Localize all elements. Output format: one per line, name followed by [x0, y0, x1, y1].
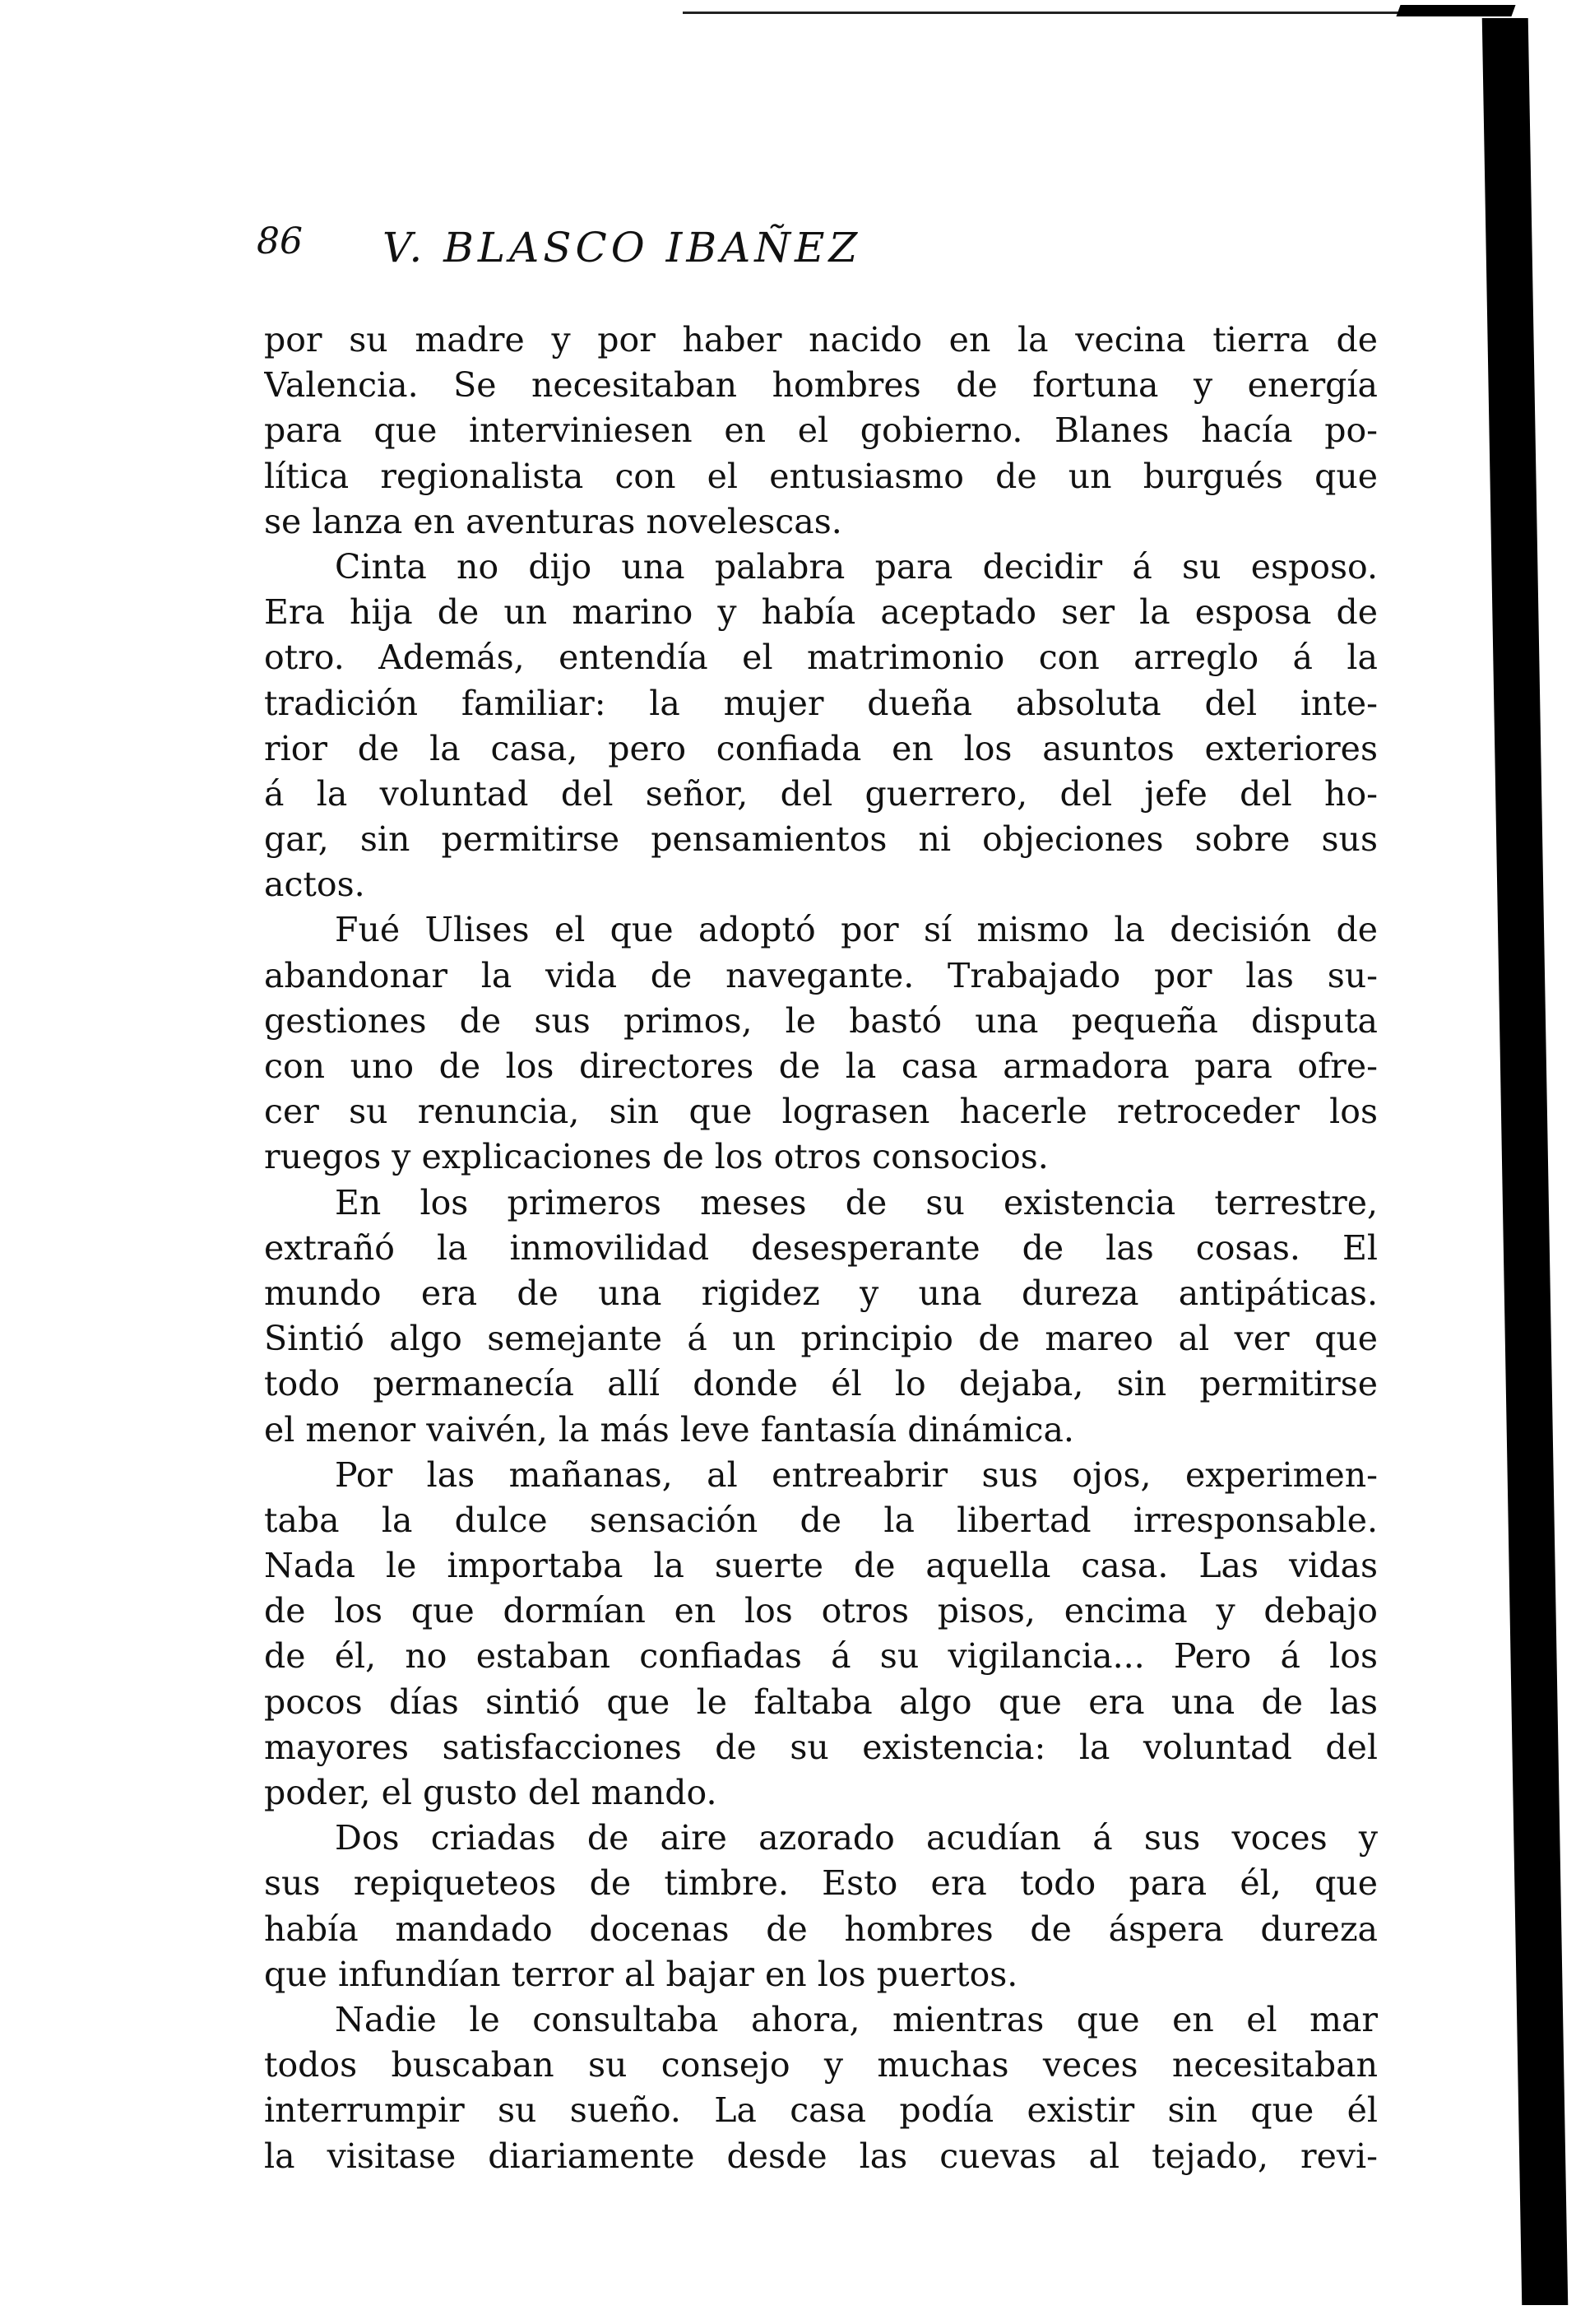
text-line: abandonar la vida de navegante. Trabajado por las su-: [264, 955, 1378, 995]
text-line: gar, sin permitirse pensamientos ni objeciones sobre sus: [264, 819, 1378, 860]
text-line: taba la dulce sensación de la libertad irresponsable.: [264, 1500, 1378, 1540]
scan-edge-line: [683, 12, 1464, 14]
text-line: todos buscaban su consejo y muchas veces necesitaban: [264, 2045, 1378, 2085]
text-line: extrañó la inmovilidad desesperante de las cosas. El: [264, 1227, 1378, 1268]
text-line: Era hija de un marino y había aceptado ser la esposa de: [264, 592, 1378, 633]
text-line: de los que dormían en los otros pisos, encima y debajo: [264, 1591, 1378, 1631]
text-line: mayores satisfacciones de su existencia: la voluntad del: [264, 1727, 1378, 1767]
body-text: [264, 318, 1378, 2179]
text-line: tradición familiar: la mujer dueña absoluta del inte-: [264, 683, 1378, 723]
text-line: Por las mañanas, al entreabrir sus ojos, experimen-: [335, 1454, 1378, 1495]
running-title: V. BLASCO IBAÑEZ: [382, 224, 862, 271]
text-line: había mandado docenas de hombres de áspera dureza: [264, 1909, 1378, 1949]
text-line: á la voluntad del señor, del guerrero, del jefe del ho-: [264, 773, 1378, 814]
text-line: el menor vaivén, la más leve fantasía dinámica.: [264, 1409, 1074, 1450]
text-line: con uno de los directores de la casa armadora para ofre-: [264, 1046, 1378, 1086]
text-line: lítica regionalista con el entusiasmo de un burgués que: [264, 456, 1378, 496]
text-line: por su madre y por haber nacido en la vecina tierra de: [264, 320, 1378, 360]
text-line: Nadie le consultaba ahora, mientras que en el mar: [335, 1999, 1378, 2039]
text-line: Sintió algo semejante á un principio de mareo al ver que: [264, 1319, 1378, 1359]
text-line: Nada le importaba la suerte de aquella casa. Las vidas: [264, 1546, 1378, 1586]
page-number: 86: [257, 220, 303, 262]
text-line: Fué Ulises el que adoptó por sí mismo la decisión de: [335, 910, 1378, 950]
text-line: En los primeros meses de su existencia terrestre,: [335, 1182, 1378, 1222]
text-line: actos.: [264, 865, 365, 905]
text-line: que infundían terror al bajar en los puertos.: [264, 1954, 1018, 1994]
text-line: mundo era de una rigidez y una dureza antipáticas.: [264, 1273, 1378, 1313]
text-line: de él, no estaban confiadas á su vigilancia... Pero á los: [264, 1636, 1378, 1677]
text-line: rior de la casa, pero confiada en los asuntos exteriores: [264, 728, 1378, 768]
text-line: pocos días sintió que le faltaba algo que era una de las: [264, 1682, 1378, 1722]
text-line: se lanza en aventuras novelescas.: [264, 501, 842, 541]
text-line: interrumpir su sueño. La casa podía existir sin que él: [264, 2090, 1378, 2131]
text-line: sus repiqueteos de timbre. Esto era todo para él, que: [264, 1863, 1378, 1904]
text-line: para que interviniesen en el gobierno. Blanes hacía po-: [264, 411, 1378, 451]
text-line: cer su renuncia, sin que lograsen hacerle retroceder los: [264, 1092, 1378, 1132]
text-line: ruegos y explicaciones de los otros consocios.: [264, 1137, 1049, 1177]
text-line: Valencia. Se necesitaban hombres de fortuna y energía: [264, 365, 1378, 406]
text-line: gestiones de sus primos, le bastó una pequeña disputa: [264, 1000, 1378, 1041]
text-line: otro. Además, entendía el matrimonio con arreglo á la: [264, 638, 1378, 678]
text-line: todo permanecía allí donde él lo dejaba, sin permitirse: [264, 1364, 1378, 1404]
scan-edge-mark: [1396, 5, 1515, 16]
text-line: Dos criadas de aire azorado acudían á sus voces y: [335, 1818, 1378, 1858]
text-line: Cinta no dijo una palabra para decidir á su esposo.: [335, 546, 1378, 587]
text-line: la visitase diariamente desde las cuevas al tejado, revi-: [264, 2136, 1378, 2176]
text-line: poder, el gusto del mando.: [264, 1773, 717, 1812]
scan-page-edge-shadow: [1482, 18, 1569, 2305]
